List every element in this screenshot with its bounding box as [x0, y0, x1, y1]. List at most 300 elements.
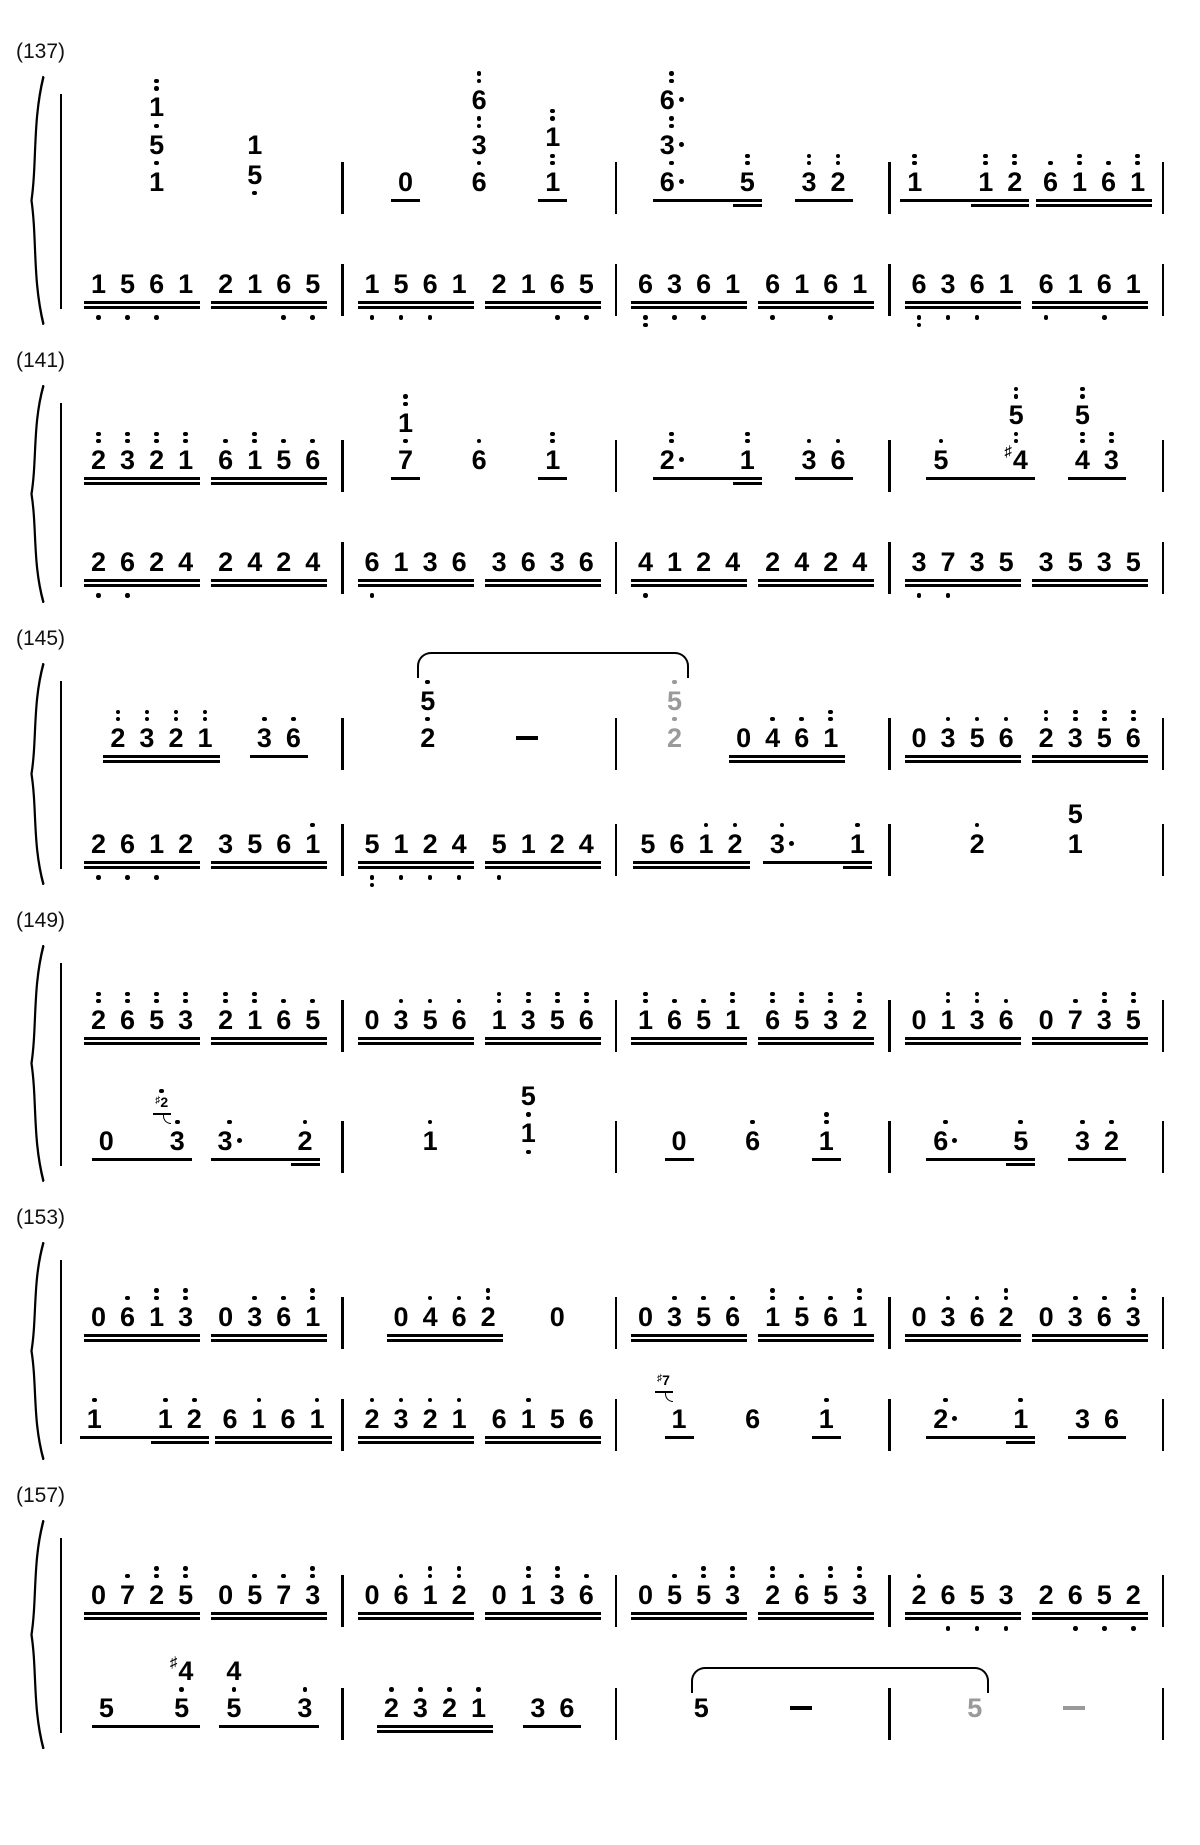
note-token [514, 990, 543, 1065]
octave-dots [125, 592, 130, 599]
note-token [171, 269, 200, 329]
octave-dots [399, 874, 404, 881]
beam-lines [845, 1332, 874, 1345]
beam-lines [84, 859, 113, 872]
note-token [543, 990, 572, 1065]
note-subline [941, 1294, 956, 1331]
note-token [971, 152, 1000, 227]
note-subline [667, 678, 682, 715]
note-digit: 1 [545, 444, 561, 475]
note-digit: 6 [940, 1579, 956, 1610]
note-subline [305, 1287, 320, 1332]
note-subline [696, 547, 711, 577]
note-token [142, 77, 171, 227]
beam-lines [689, 1610, 718, 1623]
beam-lines [358, 577, 387, 590]
beam-lines [572, 299, 601, 312]
note-subline [452, 998, 467, 1035]
rest-token [391, 167, 420, 227]
octave-dot [281, 315, 286, 320]
note-token [240, 1294, 269, 1361]
note-digit: 2 [969, 828, 985, 859]
note-subline [178, 1287, 193, 1332]
octave-dot [857, 1566, 862, 1571]
note-subline [970, 1580, 985, 1610]
octave-dot [975, 1626, 980, 1631]
beam-lines [691, 859, 720, 872]
note-subline [765, 547, 780, 577]
sharp-accidental-icon: ♯ [169, 1654, 178, 1672]
beam-lines [84, 1332, 113, 1345]
octave-dots [315, 1396, 320, 1403]
note-digit: 1 [1072, 166, 1088, 197]
note-subline [745, 1404, 760, 1434]
note-subline [305, 547, 320, 577]
beam-lines [211, 299, 240, 312]
note-subline [1130, 152, 1145, 197]
octave-dots [701, 314, 706, 321]
octave-dots [1014, 430, 1019, 445]
beam-lines [845, 577, 874, 590]
note-digit: 2 [823, 546, 839, 577]
octave-dot [983, 161, 988, 166]
octave-dot [824, 1112, 829, 1117]
octave-dot [1044, 710, 1049, 715]
note-digit: 1 [149, 1301, 165, 1332]
octave-dot [310, 439, 315, 444]
rest-token [1032, 1302, 1061, 1362]
octave-dots [1073, 1625, 1078, 1632]
note-subline [667, 716, 682, 753]
note-digit: 1 [393, 546, 409, 577]
note-digit: 6 [276, 1301, 292, 1332]
grand-staff-brace [26, 1520, 48, 1749]
octave-dot [807, 161, 812, 166]
octave-dot [701, 1574, 706, 1579]
note-digit: 2 [1104, 1125, 1120, 1156]
note-digit: 5 [1067, 546, 1083, 577]
note-token [758, 990, 787, 1065]
octave-dots [526, 1111, 531, 1118]
octave-dot [418, 1687, 423, 1692]
octave-dot [828, 315, 833, 320]
octave-dots [303, 1118, 308, 1125]
grand-staff [70, 379, 1164, 607]
octave-dot [183, 1296, 188, 1301]
right-hand-staff [70, 379, 1164, 505]
note-digit: 0 [364, 1004, 380, 1035]
note-subline [222, 1404, 237, 1434]
note-token [358, 1396, 387, 1463]
octave-dot [1073, 710, 1078, 715]
octave-dots [1080, 1118, 1085, 1125]
beam-group [1032, 1580, 1148, 1640]
beam-group [211, 1565, 327, 1640]
note-token [240, 547, 269, 607]
octave-dot [1014, 432, 1019, 437]
note-token [387, 269, 416, 329]
beam-lines [377, 1723, 406, 1736]
octave-dot [154, 1296, 159, 1301]
octave-dot [457, 1574, 462, 1579]
note-token [718, 269, 747, 329]
note-subline [91, 547, 106, 577]
note-token [905, 547, 934, 607]
octave-dot [457, 1398, 462, 1403]
octave-dots [733, 822, 738, 829]
note-subline [550, 1302, 565, 1332]
octave-dots [403, 393, 408, 408]
note-subline [660, 115, 684, 160]
note-digit: 1 [393, 828, 409, 859]
note-subline [725, 990, 740, 1035]
octave-dots [672, 678, 677, 685]
measure [617, 1565, 888, 1640]
note-digit: 1 [765, 1301, 781, 1332]
octave-dot [262, 717, 267, 722]
octave-dot [310, 1296, 315, 1301]
note-token [171, 1287, 200, 1362]
note-digit: 5 [420, 685, 436, 716]
note-digit: 6 [1042, 166, 1058, 197]
note-digit: 5 [739, 166, 755, 197]
note-subline [1097, 1580, 1112, 1610]
note-digit: 4 [578, 828, 594, 859]
octave-dots [672, 314, 677, 321]
beam-lines [660, 577, 689, 590]
beam-lines [1068, 475, 1097, 488]
beam-lines [416, 1332, 445, 1345]
note-digit: 1 [1067, 268, 1083, 299]
octave-dots [154, 990, 159, 1005]
note-subline [550, 547, 565, 577]
octave-dot [799, 1574, 804, 1579]
note-digit: 6 [218, 444, 234, 475]
note-digit: 3 [667, 1301, 683, 1332]
octave-dot [975, 823, 980, 828]
octave-dot [428, 999, 433, 1004]
note-digit: 3 [659, 129, 675, 160]
note-digit: 3 [1075, 1403, 1091, 1434]
note-token [151, 1396, 180, 1463]
note-subline [579, 829, 594, 859]
note-token [113, 430, 142, 505]
rest-token [485, 1580, 514, 1640]
beam-lines [142, 197, 171, 210]
note-digit: 3 [801, 166, 817, 197]
octave-dot [1012, 154, 1017, 159]
octave-dot [252, 439, 257, 444]
beam-lines [485, 1035, 514, 1048]
octave-dot [125, 999, 130, 1004]
note-token [824, 152, 853, 227]
note-token [358, 547, 387, 607]
octave-dots [96, 430, 101, 445]
octave-dots [550, 152, 555, 167]
beam-group [358, 829, 474, 889]
octave-dot [1131, 999, 1136, 1004]
note-token [787, 1572, 816, 1639]
octave-dots [669, 160, 674, 167]
note-subline [218, 990, 233, 1035]
octave-dots [1073, 708, 1078, 723]
note-digit: 3 [969, 546, 985, 577]
note-token [240, 269, 269, 329]
note-digit: 1 [178, 444, 194, 475]
octave-dot [946, 717, 951, 722]
note-digit: 5 [549, 1004, 565, 1035]
octave-dots [1102, 1625, 1107, 1632]
beam-lines [763, 859, 843, 872]
note-token [845, 1565, 874, 1640]
note-digit: 5 [149, 129, 165, 160]
beam-group [1036, 152, 1152, 227]
note-token [211, 438, 240, 505]
beam-lines [689, 577, 718, 590]
beam-group [84, 1565, 200, 1640]
note-digit: 2 [186, 1403, 202, 1434]
octave-dots [672, 998, 677, 1005]
note-subline [178, 829, 193, 859]
note-digit: 4 [178, 1655, 194, 1686]
octave-dot [770, 717, 775, 722]
note-digit: 2 [91, 546, 107, 577]
note-subline [521, 829, 536, 859]
note-subline [1039, 1005, 1054, 1035]
octave-dot [96, 593, 101, 598]
note-token [171, 990, 200, 1065]
note-subline [394, 269, 409, 299]
note-subline [247, 269, 262, 299]
beam-lines [718, 299, 747, 312]
rest-token [84, 1302, 113, 1362]
note-digit: 6 [794, 722, 810, 753]
note-token [1119, 1580, 1148, 1640]
note-subline [394, 998, 409, 1035]
beam-group [92, 1093, 192, 1185]
note-digit: 1 [638, 1004, 654, 1035]
note-token [845, 547, 874, 607]
note-subline [257, 716, 272, 753]
note-digit: 6 [491, 1403, 507, 1434]
beam-lines [1068, 1156, 1097, 1169]
note-digit: 6 [745, 1125, 761, 1156]
note-digit: 2 [549, 828, 565, 859]
octave-dot [526, 1566, 531, 1571]
octave-dots [457, 874, 462, 881]
octave-dots [643, 592, 648, 599]
note-token [905, 269, 934, 329]
beam-group [758, 1287, 874, 1362]
note-subline [452, 829, 467, 859]
octave-dot [917, 593, 922, 598]
octave-dots [154, 430, 159, 445]
note-digit: 6 [659, 84, 675, 115]
note-digit: 5 [520, 1080, 536, 1111]
beam-group [783, 1693, 819, 1753]
note-digit: 4 [765, 722, 781, 753]
beam-group [103, 708, 219, 783]
beam-group [1068, 385, 1126, 505]
octave-dot [672, 315, 677, 320]
note-token [845, 990, 874, 1065]
measure [70, 547, 341, 607]
beam-group [905, 269, 1021, 329]
note-digit: 5 [998, 546, 1014, 577]
beam-lines [733, 197, 762, 210]
barline [1162, 542, 1164, 594]
octave-dot [770, 315, 775, 320]
octave-dots [154, 1287, 159, 1302]
note-subline [1126, 990, 1141, 1035]
beam-group [926, 1396, 1035, 1463]
beam-lines [269, 1332, 298, 1345]
beam-group [485, 990, 601, 1065]
octave-dots [203, 708, 208, 723]
note-digit: 5 [305, 268, 321, 299]
octave-dot [252, 992, 257, 997]
note-digit: 4 [1074, 444, 1090, 475]
beam-lines [963, 577, 992, 590]
note-subline [394, 1396, 409, 1433]
grand-staff [70, 1236, 1164, 1464]
beam-lines [103, 753, 132, 766]
note-digit: 3 [911, 546, 927, 577]
note-digit: 4 [725, 546, 741, 577]
note-subline [1068, 1294, 1083, 1331]
note-subline [521, 1118, 536, 1155]
note-subline [794, 547, 809, 577]
note-token [358, 269, 387, 329]
octave-dots [457, 1396, 462, 1403]
octave-dots [252, 1294, 257, 1301]
note-token [1119, 990, 1148, 1065]
note-digit: 2 [696, 546, 712, 577]
note-token [269, 438, 298, 505]
beam-group [631, 1294, 747, 1361]
note-digit: 1 [794, 268, 810, 299]
octave-dots [486, 1287, 491, 1302]
note-token [391, 393, 420, 505]
note-digit: 1 [818, 1403, 834, 1434]
note-digit: 6 [222, 1403, 238, 1434]
note-digit: 7 [1067, 1004, 1083, 1035]
note-token [211, 829, 240, 889]
note-digit: 3 [491, 546, 507, 577]
octave-dot [807, 154, 812, 159]
octave-dots [96, 990, 101, 1005]
system-start-barline [60, 403, 62, 587]
beam-lines [816, 1610, 845, 1623]
rest-token [631, 1302, 660, 1362]
note-token [377, 1686, 406, 1753]
note-digit: 1 [545, 166, 561, 197]
note-digit: 5 [276, 444, 292, 475]
octave-dots [1102, 1294, 1107, 1301]
octave-dot [828, 1566, 833, 1571]
note-token [1119, 1287, 1148, 1362]
octave-dot [1109, 432, 1114, 437]
note-digit: 1 [197, 722, 213, 753]
beam-lines [660, 1332, 689, 1345]
beam-lines [934, 1610, 963, 1623]
octave-dots [1109, 430, 1114, 445]
beam-lines [445, 1610, 474, 1623]
octave-dot [643, 999, 648, 1004]
note-token [445, 1294, 474, 1361]
note-token [290, 1686, 319, 1753]
note-digit: 3 [247, 1301, 263, 1332]
beam-lines [485, 859, 514, 872]
note-subline [667, 998, 682, 1035]
right-hand-staff [70, 70, 1164, 227]
octave-dots [497, 874, 502, 881]
note-digit: 0 [1038, 1004, 1054, 1035]
octave-dot [486, 1288, 491, 1293]
octave-dot [477, 71, 482, 76]
left-hand-staff [70, 799, 1164, 889]
octave-dots [476, 1686, 481, 1693]
note-digit: 0 [218, 1301, 234, 1332]
note-subline [91, 1302, 106, 1332]
note-token [733, 152, 762, 227]
note-token [445, 269, 474, 329]
octave-dot [828, 1296, 833, 1301]
octave-dots [303, 1686, 308, 1693]
octave-dot [745, 154, 750, 159]
rest-token [211, 1580, 240, 1640]
left-hand-staff [70, 1371, 1164, 1464]
beam-lines [816, 753, 845, 766]
system-start-barline [60, 681, 62, 869]
note-subline [970, 822, 985, 859]
octave-dot [555, 999, 560, 1004]
beam-lines [1090, 1035, 1119, 1048]
beam-group [377, 1686, 493, 1753]
note-digit: 6 [578, 1004, 594, 1035]
note-digit: 2 [178, 828, 194, 859]
note-token [298, 822, 327, 889]
note-subline [472, 438, 487, 475]
note-subline [941, 1580, 956, 1610]
octave-dots [291, 716, 296, 723]
octave-dot [770, 1288, 775, 1293]
octave-dots [257, 1396, 262, 1403]
octave-dots [1109, 1118, 1114, 1125]
octave-dot [1073, 717, 1078, 722]
note-subline [765, 1565, 780, 1610]
octave-dot [855, 823, 860, 828]
note-token [514, 1396, 543, 1463]
beam-lines [279, 753, 308, 766]
octave-dot [1077, 161, 1082, 166]
note-digit: 2 [364, 1403, 380, 1434]
octave-dot [257, 1398, 262, 1403]
note-digit: 1 [940, 1004, 956, 1035]
note-subline [1126, 1287, 1141, 1332]
octave-dots [946, 990, 951, 1005]
dash-line [516, 736, 538, 740]
note-digit: 6 [1101, 166, 1117, 197]
note-digit: 3 [412, 1693, 428, 1723]
beam-lines [718, 1332, 747, 1345]
octave-dots [252, 190, 257, 197]
beam-group [538, 430, 567, 505]
octave-dot [550, 109, 555, 114]
octave-dots [780, 822, 785, 829]
note-token [445, 1396, 474, 1463]
octave-dots [584, 1572, 589, 1579]
